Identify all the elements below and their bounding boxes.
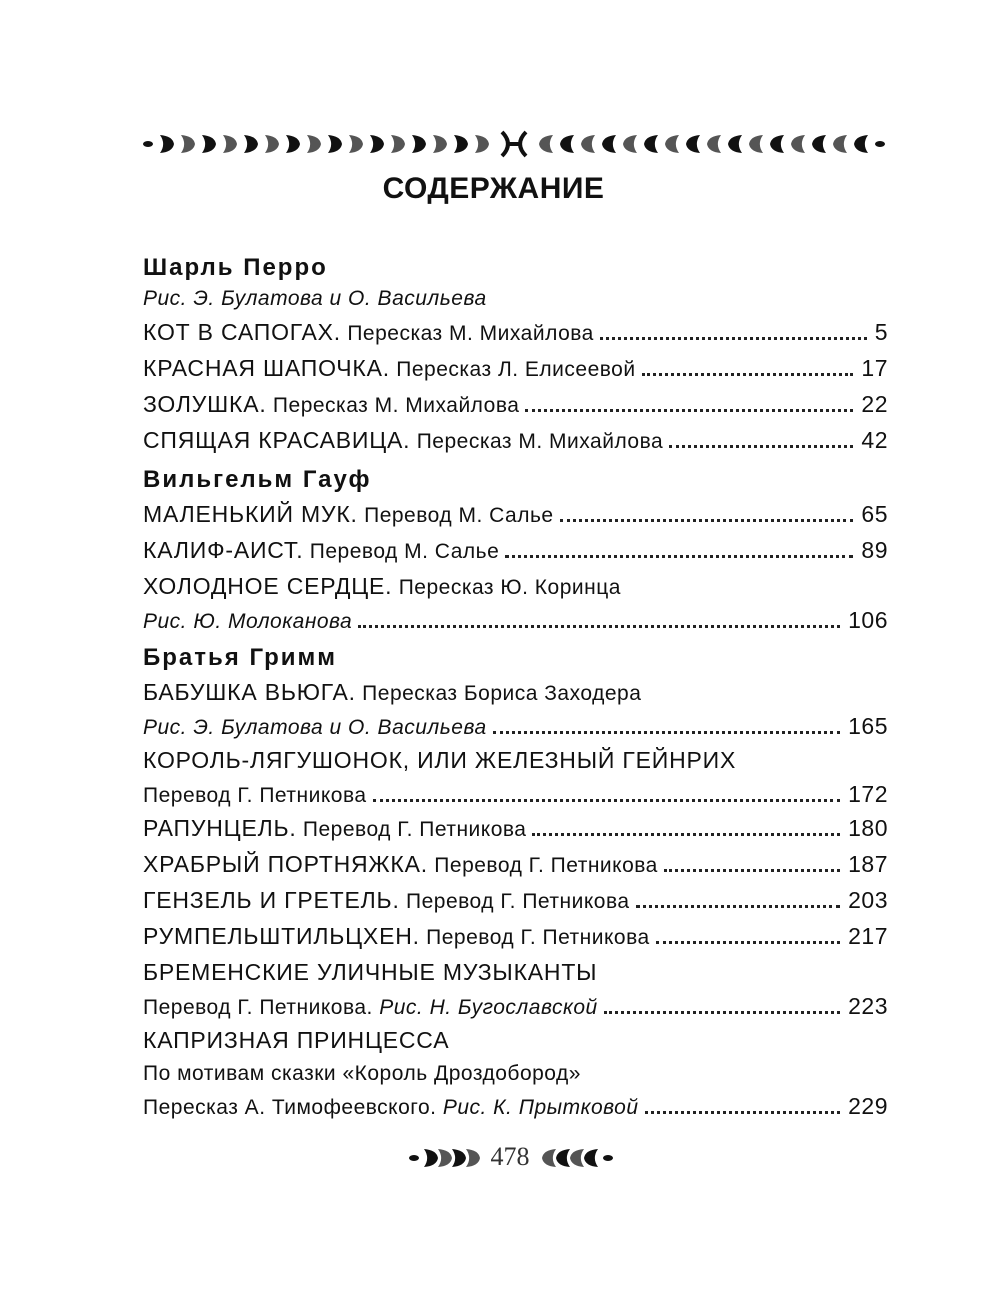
ornament-leaf bbox=[584, 1149, 598, 1167]
ornament-dot bbox=[143, 141, 153, 147]
dot-leader bbox=[656, 941, 840, 944]
entry-page: 172 bbox=[848, 781, 888, 807]
entry-note: Пересказ Л. Елисеевой bbox=[389, 358, 636, 381]
ornament-leaf bbox=[223, 135, 237, 153]
table-of-contents bbox=[143, 252, 888, 1122]
entry-page: 180 bbox=[848, 815, 888, 841]
entry-note: Пересказ М. Михайлова bbox=[410, 430, 664, 453]
entry-note: Перевод Г. Петникова bbox=[419, 926, 650, 949]
ornament-leaf bbox=[556, 1149, 570, 1167]
ornament-leaf bbox=[438, 1149, 452, 1167]
toc-entry-subtitle bbox=[143, 1058, 888, 1090]
entry-note: Перевод Г. Петникова. bbox=[143, 996, 380, 1019]
entry-title: КОТ В САПОГАХ. bbox=[143, 319, 341, 345]
ornament-dot bbox=[875, 141, 885, 147]
entry-note: Пересказ М. Михайлова bbox=[341, 322, 594, 345]
dot-leader bbox=[532, 833, 840, 836]
ornament-leaf bbox=[749, 135, 763, 153]
entry-note: Перевод М. Салье bbox=[303, 540, 500, 563]
entry-note: Пересказ Ю. Коринца bbox=[392, 576, 621, 599]
ornament-leaf bbox=[433, 135, 447, 153]
dot-leader bbox=[664, 869, 840, 872]
author-heading: Вильгельм Гауф bbox=[143, 466, 372, 493]
ornament-leaf bbox=[570, 1149, 584, 1167]
dot-leader bbox=[493, 731, 840, 734]
ornament-leaf bbox=[623, 135, 637, 153]
entry-illustrator: Рис. Ю. Молоканова bbox=[143, 610, 353, 633]
ornament-leaf bbox=[202, 135, 216, 153]
dot-leader bbox=[505, 555, 853, 558]
toc-entry[interactable] bbox=[143, 918, 888, 954]
entry-title: КАЛИФ-АИСТ. bbox=[143, 537, 304, 563]
toc-entry[interactable] bbox=[143, 422, 888, 458]
ornament-leaf bbox=[412, 135, 426, 153]
ornament-leaf bbox=[160, 135, 174, 153]
toc-entry-second-line[interactable] bbox=[143, 990, 888, 1022]
entry-page: 5 bbox=[874, 319, 888, 345]
toc-entry-second-line[interactable] bbox=[143, 710, 888, 742]
ornament-leaf bbox=[770, 135, 784, 153]
author-heading: Братья Гримм bbox=[143, 644, 338, 671]
entry-title: СПЯЩАЯ КРАСАВИЦА. bbox=[143, 427, 411, 453]
ornament-leaf bbox=[542, 1149, 556, 1167]
entry-title: КОРОЛЬ-ЛЯГУШОНОК, ИЛИ ЖЕЛЕЗНЫЙ ГЕЙНРИХ bbox=[143, 747, 737, 773]
ornament-leaf bbox=[539, 135, 553, 153]
toc-entry[interactable] bbox=[143, 532, 888, 568]
ornament-dot bbox=[603, 1155, 613, 1161]
entry-illustrator: Рис. К. Прытковой bbox=[442, 1096, 639, 1119]
dot-leader bbox=[645, 1111, 841, 1114]
entry-title: МАЛЕНЬКИЙ МУК. bbox=[143, 501, 358, 527]
entry-illustrator: Рис. Н. Бугославской bbox=[379, 996, 598, 1019]
ornament-leaf bbox=[602, 135, 616, 153]
toc-entry[interactable] bbox=[143, 350, 888, 386]
toc-entry-first-line[interactable] bbox=[143, 742, 888, 778]
entry-title: КРАСНАЯ ШАПОЧКА. bbox=[143, 355, 390, 381]
dot-leader bbox=[525, 409, 853, 412]
ornament-leaf bbox=[424, 1149, 438, 1167]
page-title: СОДЕРЖАНИЕ bbox=[382, 172, 605, 205]
entry-note: Перевод М. Салье bbox=[357, 504, 554, 527]
ornament-leaf bbox=[560, 135, 574, 153]
entry-title: БРЕМЕНСКИЕ УЛИЧНЫЕ МУЗЫКАНТЫ bbox=[143, 959, 598, 985]
entry-note: Перевод Г. Петникова bbox=[296, 818, 527, 841]
entry-title: ГЕНЗЕЛЬ И ГРЕТЕЛЬ. bbox=[143, 887, 400, 913]
toc-entry[interactable] bbox=[143, 496, 888, 532]
entry-note: Пересказ Бориса Заходера bbox=[355, 682, 642, 705]
entry-title: РАПУНЦЕЛЬ. bbox=[143, 815, 297, 841]
entry-page: 217 bbox=[848, 923, 888, 949]
ornament-leaf bbox=[466, 1149, 480, 1167]
toc-entry[interactable] bbox=[143, 846, 888, 882]
toc-entry-third-line[interactable] bbox=[143, 1090, 888, 1122]
dot-leader bbox=[600, 337, 867, 340]
dot-leader bbox=[636, 905, 841, 908]
ornament-leaf bbox=[686, 135, 700, 153]
top-ornament bbox=[140, 124, 888, 164]
ornament-leaf bbox=[854, 135, 868, 153]
entry-page: 42 bbox=[861, 427, 888, 453]
toc-entry-second-line[interactable] bbox=[143, 604, 888, 636]
ornament-leaf bbox=[265, 135, 279, 153]
ornament-leaf bbox=[475, 135, 489, 153]
ornament-leaf bbox=[454, 135, 468, 153]
ornament-leaf bbox=[812, 135, 826, 153]
illustrator-note: Рис. Э. Булатова и О. Васильева bbox=[143, 287, 487, 310]
author-heading: Шарль Перро bbox=[143, 254, 328, 281]
entry-page: 187 bbox=[848, 851, 888, 877]
ornament-leaf bbox=[307, 135, 321, 153]
page-number: 478 bbox=[480, 1142, 540, 1172]
entry-title: ХОЛОДНОЕ СЕРДЦЕ. bbox=[143, 573, 393, 599]
entry-title: БАБУШКА ВЬЮГА. bbox=[143, 679, 356, 705]
entry-note: Пересказ М. Михайлова bbox=[266, 394, 520, 417]
toc-entry-first-line[interactable] bbox=[143, 568, 888, 604]
ornament-leaf bbox=[349, 135, 363, 153]
entry-title: КАПРИЗНАЯ ПРИНЦЕССА bbox=[143, 1027, 450, 1053]
entry-subtitle: По мотивам сказки «Король Дроздобород» bbox=[143, 1062, 581, 1085]
dot-leader bbox=[642, 373, 854, 376]
entry-page: 229 bbox=[848, 1093, 888, 1119]
ornament-leaf bbox=[328, 135, 342, 153]
ornament-leaf bbox=[791, 135, 805, 153]
ornament-leaf bbox=[181, 135, 195, 153]
dot-leader bbox=[669, 445, 853, 448]
ornament-leaf bbox=[728, 135, 742, 153]
toc-entry-first-line[interactable] bbox=[143, 1022, 888, 1058]
ornament-leaf bbox=[707, 135, 721, 153]
dot-leader bbox=[604, 1011, 840, 1014]
entry-illustrator: Рис. Э. Булатова и О. Васильева bbox=[143, 716, 487, 739]
dot-leader bbox=[560, 519, 854, 522]
toc-entry-second-line[interactable] bbox=[143, 778, 888, 810]
entry-page: 106 bbox=[848, 607, 888, 633]
ornament-leaf bbox=[581, 135, 595, 153]
toc-entry[interactable] bbox=[143, 314, 888, 350]
ornament-leaf bbox=[644, 135, 658, 153]
toc-entry-first-line[interactable] bbox=[143, 954, 888, 990]
entry-note: Перевод Г. Петникова bbox=[427, 854, 658, 877]
ornament-leaf bbox=[665, 135, 679, 153]
entry-page: 65 bbox=[861, 501, 888, 527]
dot-leader bbox=[358, 625, 840, 628]
ornament-leaf bbox=[833, 135, 847, 153]
entry-page: 165 bbox=[848, 713, 888, 739]
toc-entry[interactable] bbox=[143, 386, 888, 422]
entry-title: ХРАБРЫЙ ПОРТНЯЖКА. bbox=[143, 851, 428, 877]
entry-note: Перевод Г. Петникова bbox=[399, 890, 630, 913]
entry-title: РУМПЕЛЬШТИЛЬЦХЕН. bbox=[143, 923, 420, 949]
ornament-leaf bbox=[370, 135, 384, 153]
toc-entry[interactable] bbox=[143, 810, 888, 846]
ornament-leaf bbox=[244, 135, 258, 153]
entry-note: Пересказ А. Тимофеевского. bbox=[143, 1096, 443, 1119]
entry-note: Перевод Г. Петникова bbox=[143, 784, 367, 807]
ornament-leaf bbox=[286, 135, 300, 153]
ornament-leaf bbox=[391, 135, 405, 153]
entry-title: ЗОЛУШКА. bbox=[143, 391, 267, 417]
ornament-dot bbox=[409, 1155, 419, 1161]
entry-page: 17 bbox=[861, 355, 888, 381]
entry-page: 89 bbox=[861, 537, 888, 563]
ornament-leaf bbox=[452, 1149, 466, 1167]
entry-page: 22 bbox=[861, 391, 888, 417]
dot-leader bbox=[373, 799, 841, 802]
entry-page: 203 bbox=[848, 887, 888, 913]
toc-entry[interactable] bbox=[143, 882, 888, 918]
ornament-center-knot bbox=[502, 132, 526, 156]
toc-entry-first-line[interactable] bbox=[143, 674, 888, 710]
entry-page: 223 bbox=[848, 993, 888, 1019]
